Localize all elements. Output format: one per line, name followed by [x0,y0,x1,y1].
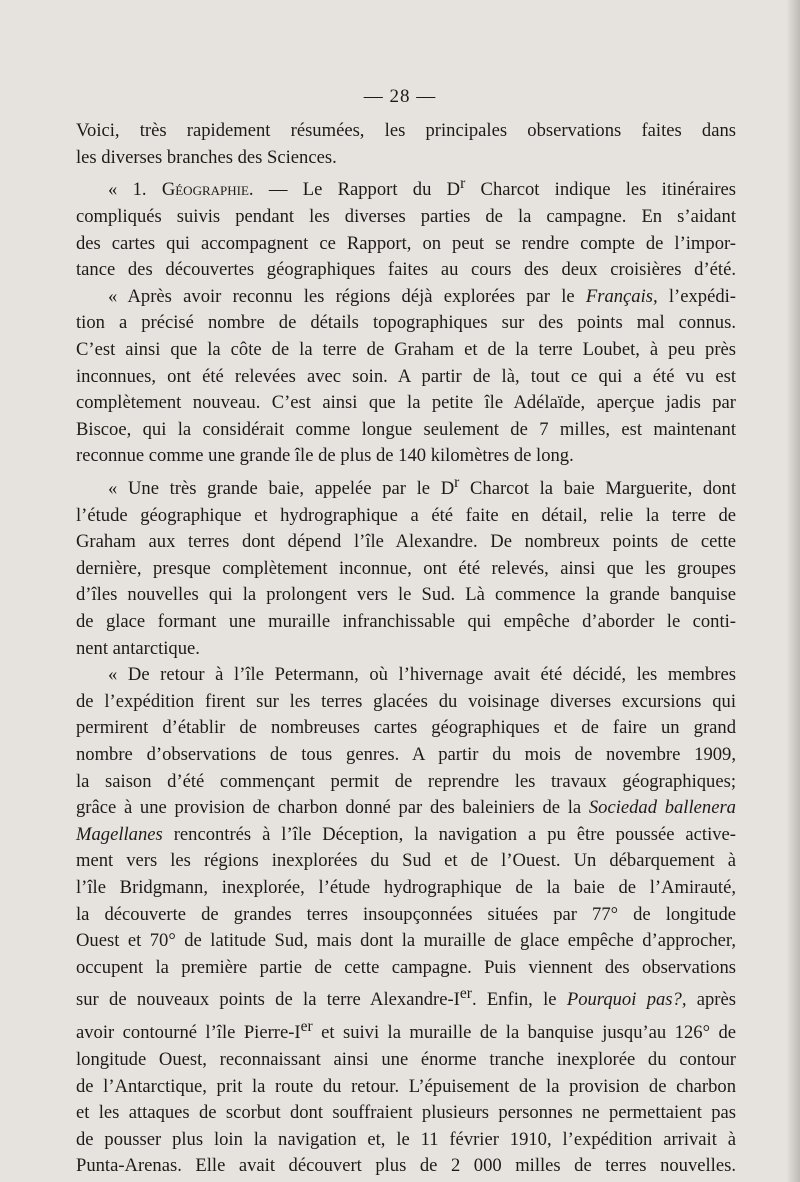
text-line: nent antarctique. [76,637,200,659]
text-line: « Une très grande baie, appelée par le $D^r$ Charcot la baie Marguerite, dont [108,473,736,500]
text-line: Voici, très rapidement résumées, les principales observations faites dans [76,120,736,141]
text-line: tance des découvertes géographiques faites au cours des deux croisières d’été. [76,259,736,281]
text-line: l’étude géographique et hydrographique a été faite en détail, relie la terre de [76,504,736,526]
text-line: permirent d’établir de nombreuses cartes géographiques et de faire un grand [76,717,736,739]
text-line: la découverte de grandes terres insoupçonnées situées par 77° de longitude [76,903,736,925]
text-line: les diverses branches des Sciences. [76,146,337,168]
text-line: d’îles nouvelles qui la prolongent vers le Sud. Là commence la grande banquise [76,584,736,606]
text-line: de glace formant une muraille infranchissable qui empêche d’aborder le conti- [76,611,736,633]
superscript: er [300,1018,313,1036]
text-line: reconnue comme une grande île de plus de 140 kilomètres de long. [76,445,574,467]
body-text [76,118,736,1180]
text-line: occupent la première partie de cette campagne. Puis viennent des observations [76,956,736,978]
text-line: tion a précisé nombre de détails topographiques sur des points mal connus. [76,312,736,334]
text-line: de pousser plus loin la navigation et, le 11 février 1910, l’expédition arrivait à [76,1128,736,1150]
text-line: Graham aux terres dont dépend l’île Alexandre. De nombreux points de cette [76,531,736,553]
text-line: compliqués suivis pendant les diverses parties de la campagne. En s’aidant [76,205,736,227]
text-line: l’île Bridgmann, inexplorée, l’étude hydrographique de la baie de l’Amirauté, [76,877,736,898]
paragraph-geographie [76,171,736,284]
text-line: des cartes qui accompagnent ce Rapport, on peut se rendre compte de l’impor- [76,232,736,254]
text-line: « Après avoir reconnu les régions déjà explorées par le Français, l’expédi- [108,285,737,307]
text-line: dernière, presque complètement inconnue, ont été relevés, ainsi que les groupes [76,557,736,579]
text-line: longitude Ouest, reconnaissant ainsi une énorme tranche inexplorée du contour [76,1048,736,1070]
text-line: la saison d’été commençant permit de reprendre les travaux géographiques; [76,770,736,792]
paragraph-francais [76,284,736,470]
superscript: r [454,473,460,491]
text-line: de l’expédition firent sur les terres glacées du voisinage diverses excursions qui [76,690,736,712]
text-line: avoir contourné l’île Pierre-Ier et suivi la muraille de la banquise jusqu’au 126° de [76,1018,736,1044]
section-heading: Géographie. [161,179,254,201]
page-edge-shadow [786,0,800,1182]
text-line: Ouest et 70° de latitude Sud, mais dont la muraille de glace empêche d’approcher, [76,930,736,952]
paragraph-intro [76,118,736,171]
ship-name: Français, [585,285,658,307]
superscript: r [460,175,466,193]
paragraph-marguerite [76,470,736,662]
text-line: C’est ainsi que la côte de la terre de Graham et de la terre Loubet, à peu près [76,338,736,360]
text-line: inconnues, ont été relevées avec soin. A partir de là, tout ce qui a été vu est [76,365,736,387]
text-line: ment vers les régions inexplorées du Sud et de l’Ouest. Un débarquement à [76,850,736,872]
text-line: complètement nouveau. C’est ainsi que la petite île Adélaïde, aperçue jadis par [76,392,736,414]
text-line: « 1. Géographie. — Le Rapport du $D^r$ Charcot indique les itinéraires [108,175,737,201]
text-line: Biscoe, qui la considérait comme longue seulement de 7 milles, est maintenant [76,418,736,440]
text-line: Magellanes rencontrés à l’île Déception, la navigation a pu être poussée active- [76,823,736,845]
text-line: sur de nouveaux points de la terre Alexandre-Ier. Enfin, le Pourquoi pas?, après [76,985,736,1011]
text-line: grâce à une provision de charbon donné par des baleiniers de la Sociedad ballenera [76,797,736,819]
text-line: nombre d’observations de tous genres. A partir du mois de novembre 1909, [76,744,736,766]
ship-name: Pourquoi pas?, [566,989,687,1011]
page-number: — 28 — [363,86,437,107]
company-name: Magellanes [76,823,163,845]
text-line: de l’Antarctique, prit la route du retour. L’épuisement de la provision de charbon [76,1075,736,1097]
text-line: « De retour à l’île Petermann, où l’hivernage avait été décidé, les membres [108,664,736,686]
company-name: Sociedad ballenera [588,797,736,819]
text-line: et les attaques de scorbut dont souffraient plusieurs personnes ne permettaient pas [76,1102,736,1124]
text-line: Punta-Arenas. Elle avait découvert plus de 2 000 milles de terres nouvelles. [76,1155,736,1177]
paragraph-petermann [76,662,736,1180]
superscript: er [459,985,472,1003]
